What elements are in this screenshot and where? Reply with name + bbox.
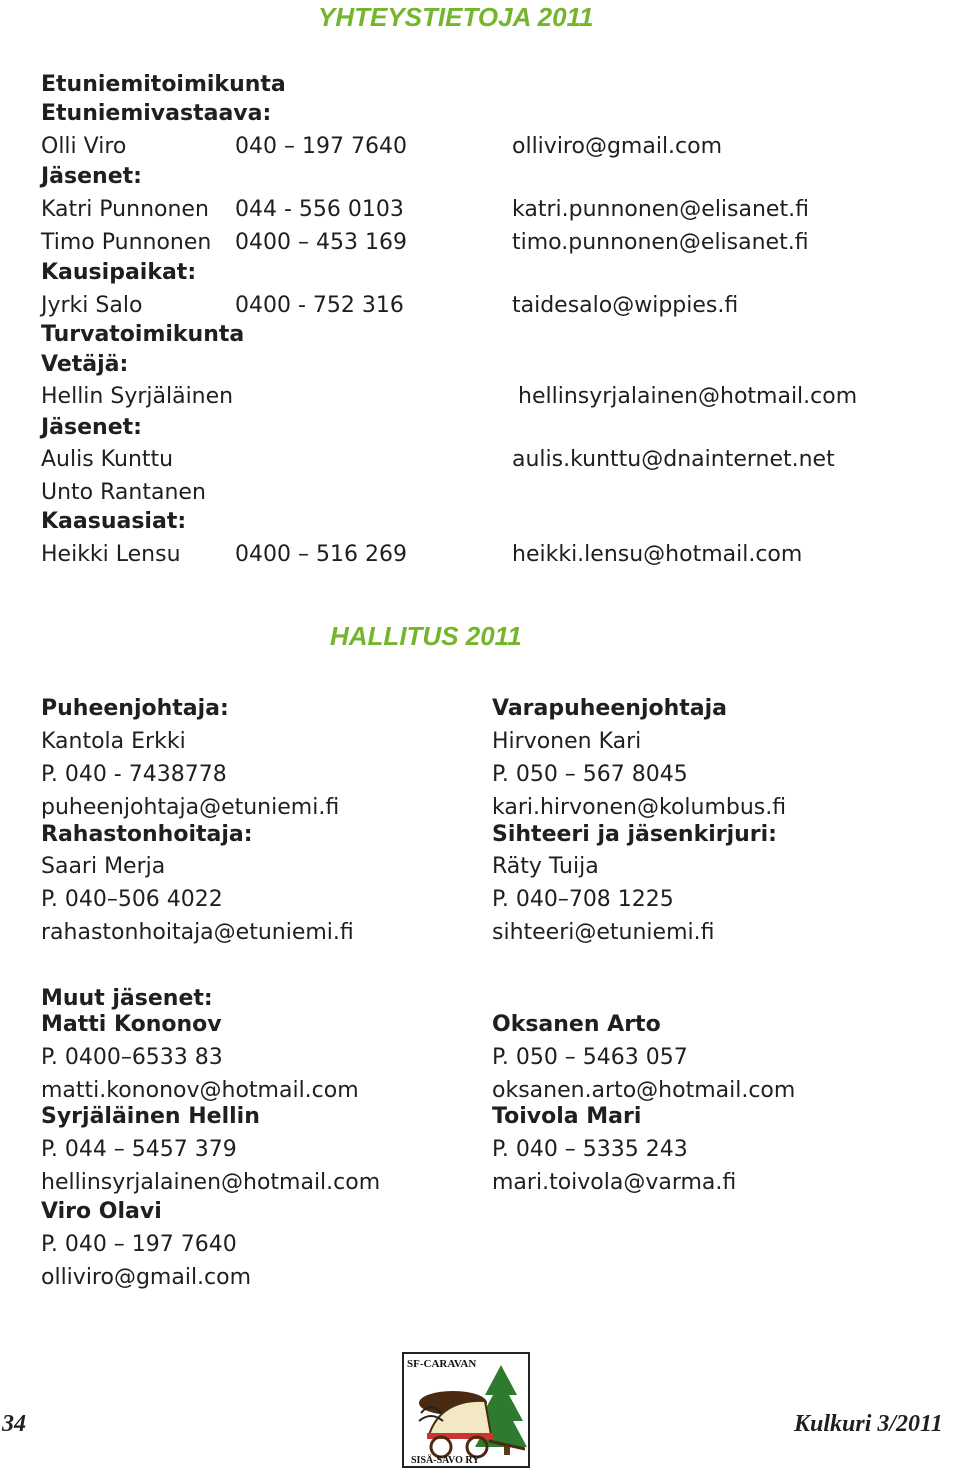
member-phone: P. 040 - 7438778 [41, 762, 227, 787]
member-phone: P. 040 – 197 7640 [41, 1232, 237, 1257]
contact-name: Heikki Lensu [41, 542, 181, 567]
sf-caravan-logo [401, 1351, 531, 1469]
member-email: rahastonhoitaja@etuniemi.fi [41, 920, 354, 945]
member-phone: P. 050 – 567 8045 [492, 762, 688, 787]
member-name: Kantola Erkki [41, 729, 186, 754]
member-name: Viro Olavi [41, 1199, 162, 1224]
contact-name: Timo Punnonen [41, 230, 212, 255]
member-name: Oksanen Arto [492, 1012, 661, 1037]
contact-phone: 0400 – 516 269 [235, 542, 407, 567]
member-email: oksanen.arto@hotmail.com [492, 1078, 796, 1103]
magazine-issue: Kulkuri 3/2011 [794, 1411, 943, 1437]
contact-name: Katri Punnonen [41, 197, 209, 222]
contact-name: Hellin Syrjäläinen [41, 384, 234, 409]
member-phone: P. 044 – 5457 379 [41, 1137, 237, 1162]
member-name: Syrjäläinen Hellin [41, 1104, 260, 1129]
member-name: Räty Tuija [492, 854, 599, 879]
contact-email: olliviro@gmail.com [512, 134, 723, 159]
contact-name: Jyrki Salo [41, 293, 143, 318]
member-phone: P. 050 – 5463 057 [492, 1045, 688, 1070]
role-label: Puheenjohtaja: [41, 696, 229, 721]
member-email: kari.hirvonen@kolumbus.fi [492, 795, 787, 820]
logo-top-text: SF-CARAVAN [407, 1358, 477, 1370]
role-label: Varapuheenjohtaja [492, 696, 728, 721]
member-name: Matti Kononov [41, 1012, 222, 1037]
member-email: olliviro@gmail.com [41, 1265, 252, 1290]
contact-email: hellinsyrjalainen@hotmail.com [518, 384, 858, 409]
logo-bottom-text: SISÄ-SAVO RY [411, 1455, 480, 1466]
contact-email: timo.punnonen@elisanet.fi [512, 230, 809, 255]
contact-email: heikki.lensu@hotmail.com [512, 542, 803, 567]
vetaja-label: Vetäjä: [41, 352, 129, 377]
contact-name: Aulis Kunttu [41, 447, 174, 472]
etuniemitoimikunta-heading: Etuniemitoimikunta [41, 72, 286, 97]
contact-email: taidesalo@wippies.fi [512, 293, 739, 318]
contact-name: Olli Viro [41, 134, 127, 159]
member-phone: P. 040–708 1225 [492, 887, 674, 912]
member-email: sihteeri@etuniemi.fi [492, 920, 715, 945]
member-phone: P. 040 – 5335 243 [492, 1137, 688, 1162]
member-phone: P. 040–506 4022 [41, 887, 223, 912]
caravan-logo-icon [401, 1351, 531, 1469]
member-name: Toivola Mari [492, 1104, 642, 1129]
kausipaikat-label: Kausipaikat: [41, 260, 197, 285]
jasenet-label: Jäsenet: [41, 415, 142, 440]
contact-phone: 044 - 556 0103 [235, 197, 404, 222]
kaasuasiat-label: Kaasuasiat: [41, 509, 187, 534]
board-title: HALLITUS 2011 [330, 621, 522, 651]
contact-info-title: YHTEYSTIETOJA 2011 [318, 2, 594, 32]
member-email: matti.kononov@hotmail.com [41, 1078, 359, 1103]
role-label: Rahastonhoitaja: [41, 822, 253, 847]
page-number: 34 [2, 1411, 26, 1437]
member-name: Hirvonen Kari [492, 729, 642, 754]
other-members-label: Muut jäsenet: [41, 986, 213, 1011]
role-label: Sihteeri ja jäsenkirjuri: [492, 822, 777, 847]
contact-email: aulis.kunttu@dnainternet.net [512, 447, 835, 472]
member-email: puheenjohtaja@etuniemi.fi [41, 795, 340, 820]
member-name: Saari Merja [41, 854, 166, 879]
contact-phone: 0400 – 453 169 [235, 230, 407, 255]
turvatoimikunta-heading: Turvatoimikunta [41, 322, 245, 347]
member-email: mari.toivola@varma.fi [492, 1170, 737, 1195]
contact-phone: 0400 - 752 316 [235, 293, 404, 318]
jasenet-label: Jäsenet: [41, 164, 142, 189]
contact-name: Unto Rantanen [41, 480, 206, 505]
contact-phone: 040 – 197 7640 [235, 134, 407, 159]
etuniemivastaava-label: Etuniemivastaava: [41, 101, 272, 126]
member-email: hellinsyrjalainen@hotmail.com [41, 1170, 381, 1195]
member-phone: P. 0400–6533 83 [41, 1045, 223, 1070]
contact-email: katri.punnonen@elisanet.fi [512, 197, 809, 222]
